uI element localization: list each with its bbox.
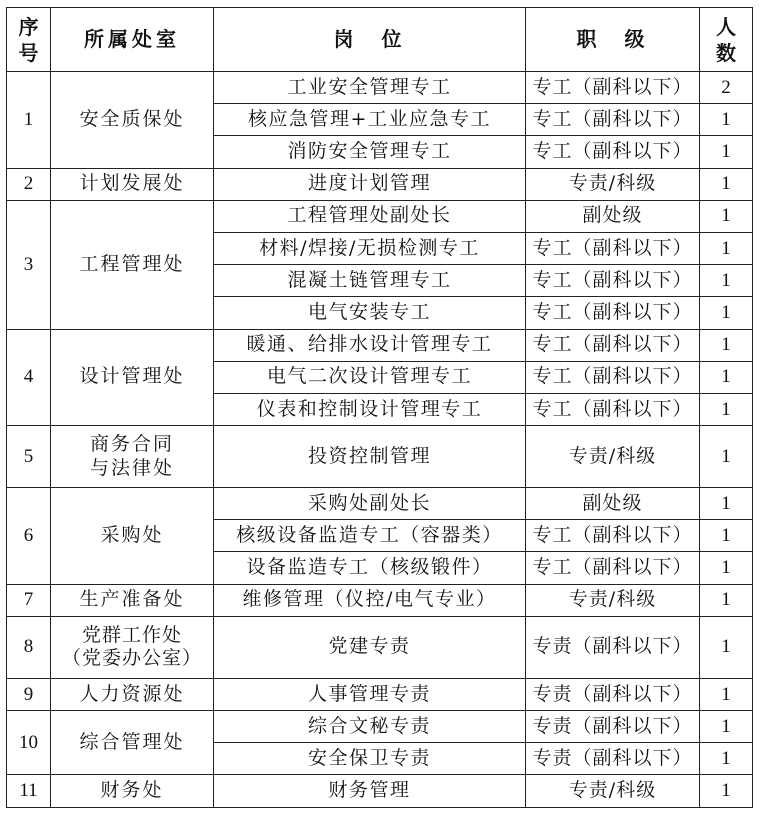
level-cell: 专工（副科以下） xyxy=(526,265,700,297)
count-cell: 1 xyxy=(700,520,753,552)
position-cell: 设备监造专工（核级锻件） xyxy=(214,552,526,584)
position-cell: 工程管理处副处长 xyxy=(214,200,526,232)
position-cell: 电气二次设计管理专工 xyxy=(214,361,526,393)
dept-line: 商务合同 xyxy=(89,432,174,455)
table-row xyxy=(7,200,753,232)
count-cell: 1 xyxy=(700,584,753,616)
position-cell: 人事管理专责 xyxy=(214,678,526,710)
position-cell: 党建专责 xyxy=(214,616,526,678)
position-cell: 安全保卫专责 xyxy=(214,743,526,775)
table-header-row xyxy=(7,8,753,72)
level-cell: 专工（副科以下） xyxy=(526,361,700,393)
count-cell: 1 xyxy=(700,488,753,520)
dept-cell: 人力资源处 xyxy=(51,678,214,710)
position-cell: 消防安全管理专工 xyxy=(214,136,526,168)
position-cell: 核级设备监造专工（容器类） xyxy=(214,520,526,552)
count-cell: 1 xyxy=(700,168,753,200)
dept-cell: 设计管理处 xyxy=(51,329,214,426)
level-cell: 专责/科级 xyxy=(526,584,700,616)
position-cell: 财务管理 xyxy=(214,775,526,807)
table-row xyxy=(7,584,753,616)
seq-cell: 2 xyxy=(7,168,51,200)
seq-cell: 1 xyxy=(7,72,51,169)
count-cell: 1 xyxy=(700,329,753,361)
level-cell: 专责（副科以下） xyxy=(526,616,700,678)
count-cell: 1 xyxy=(700,104,753,136)
level-cell: 专责（副科以下） xyxy=(526,711,700,743)
position-cell: 维修管理（仪控/电气专业） xyxy=(214,584,526,616)
level-cell: 专责/科级 xyxy=(526,168,700,200)
position-cell: 仪表和控制设计管理专工 xyxy=(214,393,526,425)
seq-cell: 8 xyxy=(7,616,51,678)
count-cell: 1 xyxy=(700,775,753,807)
table-row xyxy=(7,775,753,807)
count-cell: 1 xyxy=(700,426,753,488)
count-cell: 1 xyxy=(700,232,753,264)
header-dept: 所属处室 xyxy=(51,8,214,72)
dept-cell: 综合管理处 xyxy=(51,711,214,775)
dept-line: 与法律处 xyxy=(89,456,174,479)
count-cell: 1 xyxy=(700,200,753,232)
position-cell: 电气安装专工 xyxy=(214,297,526,329)
position-cell: 核应急管理+工业应急专工 xyxy=(214,104,526,136)
seq-cell: 4 xyxy=(7,329,51,426)
level-cell: 专责/科级 xyxy=(526,426,700,488)
level-cell: 专责/科级 xyxy=(526,775,700,807)
position-cell: 采购处副处长 xyxy=(214,488,526,520)
seq-cell: 10 xyxy=(7,711,51,775)
seq-cell: 5 xyxy=(7,426,51,488)
dept-cell: 财务处 xyxy=(51,775,214,807)
count-cell: 1 xyxy=(700,552,753,584)
count-cell: 1 xyxy=(700,297,753,329)
count-cell: 1 xyxy=(700,711,753,743)
table-row xyxy=(7,678,753,710)
dept-cell xyxy=(51,616,214,678)
dept-cell: 工程管理处 xyxy=(51,200,214,329)
level-cell: 专工（副科以下） xyxy=(526,72,700,104)
position-cell: 进度计划管理 xyxy=(214,168,526,200)
level-cell: 专责（副科以下） xyxy=(526,678,700,710)
count-cell: 1 xyxy=(700,678,753,710)
header-count: 人数 xyxy=(700,8,753,72)
table-row xyxy=(7,168,753,200)
table-row xyxy=(7,72,753,104)
count-cell: 1 xyxy=(700,393,753,425)
header-seq: 序号 xyxy=(7,8,51,72)
seq-cell: 9 xyxy=(7,678,51,710)
seq-cell: 3 xyxy=(7,200,51,329)
count-cell: 1 xyxy=(700,136,753,168)
table-row xyxy=(7,426,753,488)
level-cell: 专工（副科以下） xyxy=(526,393,700,425)
level-cell: 专工（副科以下） xyxy=(526,104,700,136)
position-cell: 暖通、给排水设计管理专工 xyxy=(214,329,526,361)
dept-line: （党委办公室） xyxy=(61,647,202,670)
table-row xyxy=(7,329,753,361)
count-cell: 1 xyxy=(700,616,753,678)
level-cell: 副处级 xyxy=(526,200,700,232)
seq-cell: 6 xyxy=(7,488,51,585)
position-cell: 投资控制管理 xyxy=(214,426,526,488)
position-cell: 综合文秘专责 xyxy=(214,711,526,743)
header-position: 岗 位 xyxy=(214,8,526,72)
level-cell: 专工（副科以下） xyxy=(526,232,700,264)
header-level: 职 级 xyxy=(526,8,700,72)
dept-cell: 安全质保处 xyxy=(51,72,214,169)
count-cell: 1 xyxy=(700,743,753,775)
level-cell: 专工（副科以下） xyxy=(526,329,700,361)
position-cell: 混凝土链管理专工 xyxy=(214,265,526,297)
level-cell: 副处级 xyxy=(526,488,700,520)
level-cell: 专工（副科以下） xyxy=(526,136,700,168)
job-positions-table xyxy=(6,7,753,808)
dept-cell xyxy=(51,426,214,488)
dept-cell: 计划发展处 xyxy=(51,168,214,200)
position-cell: 材料/焊接/无损检测专工 xyxy=(214,232,526,264)
dept-cell: 生产准备处 xyxy=(51,584,214,616)
level-cell: 专责（副科以下） xyxy=(526,743,700,775)
table-row xyxy=(7,616,753,678)
seq-cell: 7 xyxy=(7,584,51,616)
level-cell: 专工（副科以下） xyxy=(526,297,700,329)
count-cell: 1 xyxy=(700,361,753,393)
dept-cell: 采购处 xyxy=(51,488,214,585)
level-cell: 专工（副科以下） xyxy=(526,520,700,552)
position-cell: 工业安全管理专工 xyxy=(214,72,526,104)
level-cell: 专工（副科以下） xyxy=(526,552,700,584)
dept-line: 党群工作处 xyxy=(81,623,182,646)
count-cell: 1 xyxy=(700,265,753,297)
count-cell: 2 xyxy=(700,72,753,104)
seq-cell: 11 xyxy=(7,775,51,807)
table-row xyxy=(7,488,753,520)
job-table-container xyxy=(6,7,753,808)
table-row xyxy=(7,711,753,743)
